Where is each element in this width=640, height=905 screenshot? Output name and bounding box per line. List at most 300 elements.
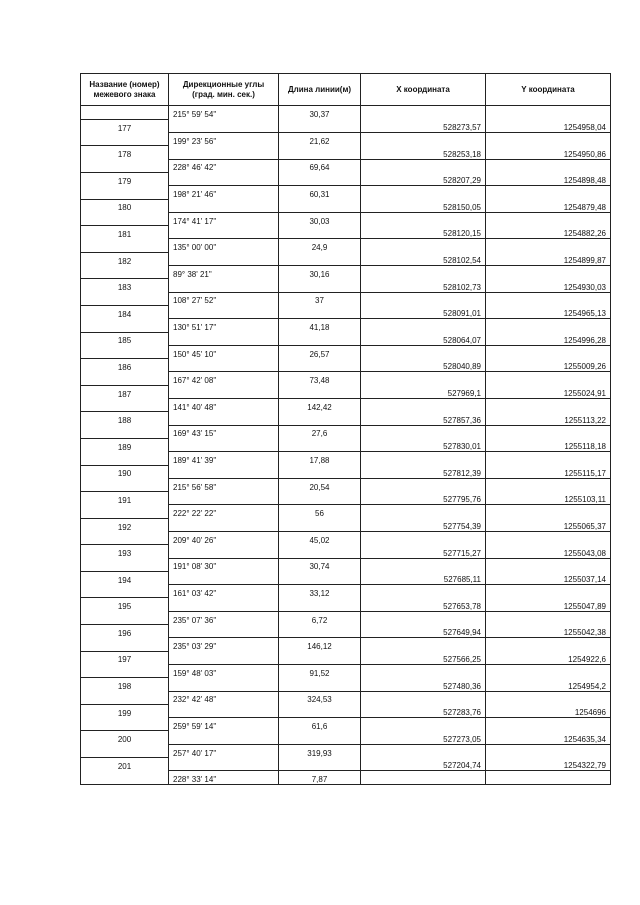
y-coordinate: 1255042,38 [486, 625, 611, 638]
point-row [81, 199, 611, 212]
segment-name-cell [81, 212, 169, 225]
point-angle-cell [169, 465, 279, 478]
segment-x-cell [361, 319, 486, 332]
segment-y-cell [486, 159, 611, 172]
segment-row [81, 478, 611, 491]
direction-angle: 222° 22' 22" [169, 505, 279, 518]
segment-row [81, 106, 611, 120]
direction-angle: 141° 40' 48" [169, 399, 279, 412]
segment-name-cell [81, 159, 169, 172]
y-coordinate: 1254882,26 [486, 226, 611, 239]
point-angle-cell [169, 146, 279, 159]
line-length: 146,12 [279, 638, 361, 651]
direction-angle: 174° 41' 17" [169, 212, 279, 225]
direction-angle: 209° 40' 26" [169, 532, 279, 545]
segment-y-cell [486, 771, 611, 785]
point-angle-cell [169, 385, 279, 398]
segment-y-cell [486, 664, 611, 677]
direction-angle: 232° 42' 48" [169, 691, 279, 704]
segment-x-cell [361, 638, 486, 651]
segment-name-cell [81, 266, 169, 279]
direction-angle: 169° 43' 15" [169, 425, 279, 438]
point-name: 186 [81, 359, 169, 372]
point-row [81, 545, 611, 558]
point-name: 187 [81, 385, 169, 398]
point-name: 189 [81, 438, 169, 451]
point-length-cell [279, 332, 361, 345]
line-length: 37 [279, 292, 361, 305]
x-coordinate: 528091,01 [361, 305, 486, 318]
direction-angle: 199° 23' 56" [169, 133, 279, 146]
point-length-cell [279, 598, 361, 611]
segment-row [81, 611, 611, 624]
x-coordinate: 527566,25 [361, 651, 486, 664]
x-coordinate: 527649,94 [361, 625, 486, 638]
point-length-cell [279, 518, 361, 531]
point-name: 181 [81, 226, 169, 239]
point-row [81, 598, 611, 611]
x-coordinate: 528064,07 [361, 332, 486, 345]
y-coordinate: 1255037,14 [486, 571, 611, 584]
point-angle-cell [169, 492, 279, 505]
x-coordinate: 527685,11 [361, 571, 486, 584]
x-coordinate: 527795,76 [361, 492, 486, 505]
segment-x-cell [361, 691, 486, 704]
segment-x-cell [361, 664, 486, 677]
segment-x-cell [361, 718, 486, 731]
segment-x-cell [361, 505, 486, 518]
direction-angle: 228° 33' 14" [169, 771, 279, 785]
segment-name-cell [81, 718, 169, 731]
line-length: 45,02 [279, 532, 361, 545]
segment-x-cell [361, 372, 486, 385]
segment-name-cell [81, 532, 169, 545]
segment-name-cell [81, 425, 169, 438]
point-angle-cell [169, 758, 279, 771]
line-length: 30,16 [279, 266, 361, 279]
segment-y-cell [486, 452, 611, 465]
point-name: 180 [81, 199, 169, 212]
x-coordinate: 527480,36 [361, 678, 486, 691]
segment-y-cell [486, 638, 611, 651]
x-coordinate: 527273,05 [361, 731, 486, 744]
point-name: 190 [81, 465, 169, 478]
segment-row [81, 345, 611, 358]
point-name: 195 [81, 598, 169, 611]
point-length-cell [279, 252, 361, 265]
line-length: 324,53 [279, 691, 361, 704]
point-name: 178 [81, 146, 169, 159]
direction-angle: 130° 51' 17" [169, 319, 279, 332]
point-length-cell [279, 305, 361, 318]
segment-y-cell [486, 532, 611, 545]
segment-y-cell [486, 292, 611, 305]
point-row [81, 731, 611, 744]
point-name: 179 [81, 172, 169, 185]
point-length-cell [279, 492, 361, 505]
point-angle-cell [169, 359, 279, 372]
point-length-cell [279, 571, 361, 584]
point-length-cell [279, 465, 361, 478]
segment-y-cell [486, 718, 611, 731]
point-row [81, 625, 611, 638]
point-name: 193 [81, 545, 169, 558]
segment-name-cell [81, 133, 169, 146]
point-row [81, 146, 611, 159]
x-coordinate: 528102,73 [361, 279, 486, 292]
point-name: 197 [81, 651, 169, 664]
segment-x-cell [361, 186, 486, 199]
segment-name-cell [81, 585, 169, 598]
point-row [81, 651, 611, 664]
point-length-cell [279, 704, 361, 717]
direction-angle: 198° 21' 46" [169, 186, 279, 199]
point-row [81, 758, 611, 771]
point-length-cell [279, 146, 361, 159]
y-coordinate: 1254322,79 [486, 758, 611, 771]
point-name: 191 [81, 492, 169, 505]
segment-name-cell [81, 744, 169, 757]
point-angle-cell [169, 332, 279, 345]
segment-y-cell [486, 478, 611, 491]
segment-row [81, 212, 611, 225]
point-length-cell [279, 678, 361, 691]
segment-row [81, 239, 611, 252]
boundary-coordinates-table [80, 73, 611, 785]
segment-x-cell [361, 292, 486, 305]
y-coordinate: 1255065,37 [486, 518, 611, 531]
y-coordinate: 1254950,86 [486, 146, 611, 159]
segment-row [81, 744, 611, 757]
segment-x-cell [361, 532, 486, 545]
segment-name-cell [81, 319, 169, 332]
point-name: 199 [81, 704, 169, 717]
segment-row [81, 718, 611, 731]
y-coordinate: 1254958,04 [486, 119, 611, 132]
point-angle-cell [169, 279, 279, 292]
y-coordinate: 1254996,28 [486, 332, 611, 345]
point-row [81, 492, 611, 505]
header-x: X координата [361, 74, 486, 106]
segment-x-cell [361, 585, 486, 598]
segment-y-cell [486, 505, 611, 518]
y-coordinate: 1254635,34 [486, 731, 611, 744]
point-length-cell [279, 438, 361, 451]
point-length-cell [279, 172, 361, 185]
x-coordinate: 528273,57 [361, 119, 486, 132]
point-angle-cell [169, 172, 279, 185]
segment-name-cell [81, 771, 169, 785]
segment-name-cell [81, 611, 169, 624]
table-body [81, 106, 611, 785]
line-length: 61,6 [279, 718, 361, 731]
point-name: 198 [81, 678, 169, 691]
segment-row [81, 585, 611, 598]
point-name: 192 [81, 518, 169, 531]
segment-y-cell [486, 266, 611, 279]
segment-row [81, 319, 611, 332]
point-name: 196 [81, 625, 169, 638]
point-name: 185 [81, 332, 169, 345]
segment-name-cell [81, 505, 169, 518]
point-row [81, 119, 611, 132]
line-length: 26,57 [279, 345, 361, 358]
point-name: 201 [81, 758, 169, 771]
segment-row [81, 532, 611, 545]
segment-y-cell [486, 186, 611, 199]
segment-name-cell [81, 345, 169, 358]
y-coordinate: 1255115,17 [486, 465, 611, 478]
line-length: 73,48 [279, 372, 361, 385]
segment-y-cell [486, 345, 611, 358]
direction-angle: 108° 27' 52" [169, 292, 279, 305]
segment-x-cell [361, 266, 486, 279]
line-length: 21,62 [279, 133, 361, 146]
point-angle-cell [169, 305, 279, 318]
point-name: 182 [81, 252, 169, 265]
point-name: 183 [81, 279, 169, 292]
point-name: 200 [81, 731, 169, 744]
segment-y-cell [486, 319, 611, 332]
header-length: Длина линии(м) [279, 74, 361, 106]
y-coordinate: 1255047,89 [486, 598, 611, 611]
segment-name-cell [81, 372, 169, 385]
x-coordinate: 528207,29 [361, 172, 486, 185]
segment-name-cell [81, 186, 169, 199]
y-coordinate: 1254965,13 [486, 305, 611, 318]
segment-row [81, 186, 611, 199]
point-angle-cell [169, 199, 279, 212]
line-length: 27,6 [279, 425, 361, 438]
point-length-cell [279, 199, 361, 212]
x-coordinate: 527857,36 [361, 412, 486, 425]
segment-y-cell [486, 372, 611, 385]
direction-angle: 215° 56' 58" [169, 478, 279, 491]
header-angle: Дирекционные углы (град. мин. сек.) [169, 74, 279, 106]
segment-name-cell [81, 664, 169, 677]
segment-y-cell [486, 425, 611, 438]
segment-row [81, 452, 611, 465]
point-row [81, 252, 611, 265]
point-row [81, 438, 611, 451]
segment-row [81, 505, 611, 518]
x-coordinate: 528120,15 [361, 226, 486, 239]
segment-x-cell [361, 452, 486, 465]
segment-name-cell [81, 478, 169, 491]
point-angle-cell [169, 598, 279, 611]
y-coordinate: 1254696 [486, 704, 611, 717]
point-length-cell [279, 731, 361, 744]
header-name: Название (номер) межевого знака [81, 74, 169, 106]
direction-angle: 189° 41' 39" [169, 452, 279, 465]
segment-x-cell [361, 345, 486, 358]
point-row [81, 385, 611, 398]
segment-y-cell [486, 239, 611, 252]
segment-y-cell [486, 585, 611, 598]
point-length-cell [279, 625, 361, 638]
y-coordinate: 1254898,48 [486, 172, 611, 185]
point-name: 184 [81, 305, 169, 318]
direction-angle: 235° 07' 36" [169, 611, 279, 624]
segment-y-cell [486, 106, 611, 120]
segment-name-cell [81, 452, 169, 465]
y-coordinate: 1255009,26 [486, 359, 611, 372]
segment-y-cell [486, 399, 611, 412]
direction-angle: 215° 59' 54" [169, 106, 279, 120]
segment-row [81, 159, 611, 172]
segment-x-cell [361, 159, 486, 172]
line-length: 319,93 [279, 744, 361, 757]
segment-name-cell [81, 691, 169, 704]
point-row [81, 332, 611, 345]
line-length: 30,37 [279, 106, 361, 120]
line-length: 69,64 [279, 159, 361, 172]
point-angle-cell [169, 545, 279, 558]
point-length-cell [279, 385, 361, 398]
line-length: 91,52 [279, 664, 361, 677]
point-length-cell [279, 279, 361, 292]
point-name: 177 [81, 119, 169, 132]
segment-name-cell [81, 558, 169, 571]
point-angle-cell [169, 571, 279, 584]
segment-name-cell [81, 399, 169, 412]
x-coordinate: 527283,76 [361, 704, 486, 717]
point-angle-cell [169, 731, 279, 744]
segment-row [81, 133, 611, 146]
segment-row [81, 664, 611, 677]
segment-y-cell [486, 744, 611, 757]
point-length-cell [279, 119, 361, 132]
segment-x-cell [361, 611, 486, 624]
x-coordinate: 527754,39 [361, 518, 486, 531]
point-row [81, 678, 611, 691]
y-coordinate: 1254930,03 [486, 279, 611, 292]
direction-angle: 235° 03' 29" [169, 638, 279, 651]
line-length: 30,74 [279, 558, 361, 571]
segment-name-cell [81, 106, 169, 120]
point-angle-cell [169, 625, 279, 638]
segment-x-cell [361, 744, 486, 757]
direction-angle: 259° 59' 14" [169, 718, 279, 731]
line-length: 6,72 [279, 611, 361, 624]
segment-y-cell [486, 212, 611, 225]
x-coordinate: 527969,1 [361, 385, 486, 398]
point-length-cell [279, 651, 361, 664]
y-coordinate: 1254922,6 [486, 651, 611, 664]
point-length-cell [279, 226, 361, 239]
point-angle-cell [169, 704, 279, 717]
x-coordinate: 527715,27 [361, 545, 486, 558]
direction-angle: 191° 08' 30" [169, 558, 279, 571]
y-coordinate: 1255118,18 [486, 438, 611, 451]
x-coordinate: 528040,89 [361, 359, 486, 372]
header-y: Y координата [486, 74, 611, 106]
point-row [81, 704, 611, 717]
point-row [81, 279, 611, 292]
x-coordinate: 527812,39 [361, 465, 486, 478]
segment-x-cell [361, 771, 486, 785]
line-length: 142,42 [279, 399, 361, 412]
y-coordinate: 1254899,87 [486, 252, 611, 265]
segment-x-cell [361, 212, 486, 225]
x-coordinate: 527204,74 [361, 758, 486, 771]
line-length: 7,87 [279, 771, 361, 785]
line-length: 60,31 [279, 186, 361, 199]
y-coordinate: 1254954,2 [486, 678, 611, 691]
x-coordinate: 528253,18 [361, 146, 486, 159]
point-angle-cell [169, 226, 279, 239]
x-coordinate: 528102,54 [361, 252, 486, 265]
point-row [81, 305, 611, 318]
point-length-cell [279, 758, 361, 771]
direction-angle: 161° 03' 42" [169, 585, 279, 598]
segment-name-cell [81, 638, 169, 651]
segment-x-cell [361, 558, 486, 571]
point-row [81, 465, 611, 478]
segment-y-cell [486, 611, 611, 624]
point-length-cell [279, 545, 361, 558]
point-length-cell [279, 412, 361, 425]
point-angle-cell [169, 651, 279, 664]
segment-x-cell [361, 399, 486, 412]
segment-row [81, 638, 611, 651]
y-coordinate: 1255043,08 [486, 545, 611, 558]
direction-angle: 135° 00' 00" [169, 239, 279, 252]
segment-x-cell [361, 239, 486, 252]
segment-x-cell [361, 425, 486, 438]
segment-y-cell [486, 691, 611, 704]
segment-name-cell [81, 239, 169, 252]
point-length-cell [279, 359, 361, 372]
direction-angle: 150° 45' 10" [169, 345, 279, 358]
segment-y-cell [486, 558, 611, 571]
point-row [81, 518, 611, 531]
point-name: 194 [81, 571, 169, 584]
segment-row [81, 266, 611, 279]
y-coordinate: 1255113,22 [486, 412, 611, 425]
line-length: 33,12 [279, 585, 361, 598]
point-angle-cell [169, 678, 279, 691]
y-coordinate: 1255103,11 [486, 492, 611, 505]
y-coordinate: 1255024,91 [486, 385, 611, 398]
segment-row [81, 691, 611, 704]
point-row [81, 359, 611, 372]
direction-angle: 257° 40' 17" [169, 744, 279, 757]
x-coordinate: 528150,05 [361, 199, 486, 212]
segment-x-cell [361, 478, 486, 491]
line-length: 17,88 [279, 452, 361, 465]
line-length: 24,9 [279, 239, 361, 252]
point-row [81, 571, 611, 584]
direction-angle: 167° 42' 08" [169, 372, 279, 385]
table-header-row [81, 74, 611, 106]
y-coordinate: 1254879,48 [486, 199, 611, 212]
line-length: 56 [279, 505, 361, 518]
segment-y-cell [486, 133, 611, 146]
segment-row [81, 399, 611, 412]
point-angle-cell [169, 119, 279, 132]
line-length: 41,18 [279, 319, 361, 332]
segment-row [81, 425, 611, 438]
direction-angle: 228° 46' 42" [169, 159, 279, 172]
segment-row [81, 372, 611, 385]
direction-angle: 159° 48' 03" [169, 664, 279, 677]
direction-angle: 89° 38' 21" [169, 266, 279, 279]
line-length: 30,03 [279, 212, 361, 225]
segment-row [81, 771, 611, 785]
point-row [81, 172, 611, 185]
x-coordinate: 527830,01 [361, 438, 486, 451]
